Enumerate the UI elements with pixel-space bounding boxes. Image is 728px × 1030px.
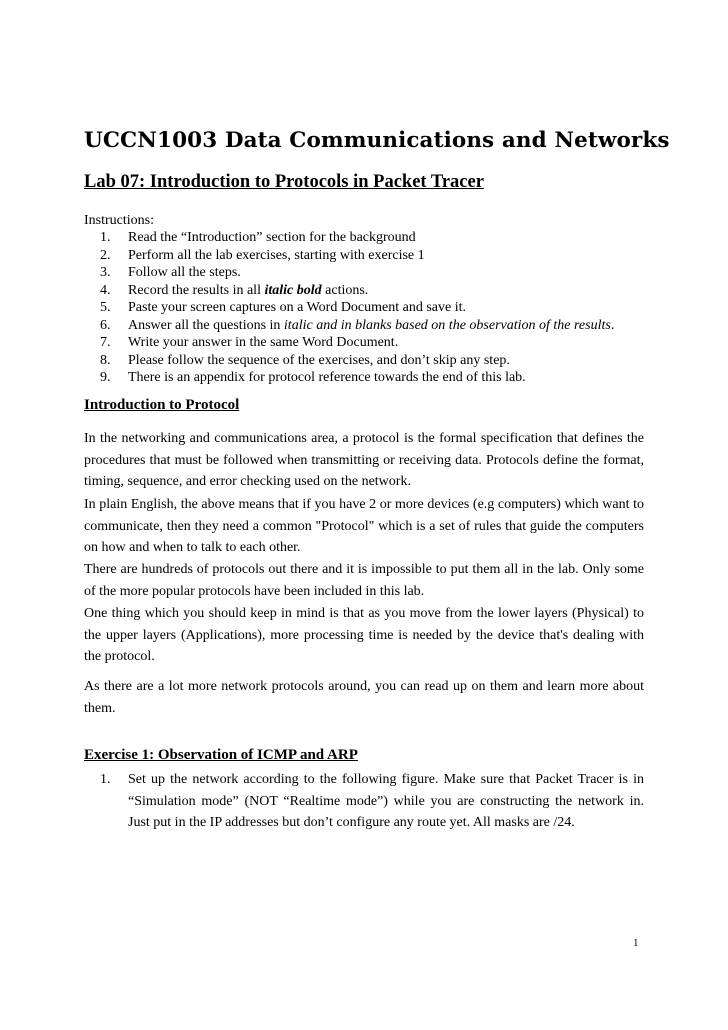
emphasis-text: italic and in blanks based on the observation of the results: [283, 317, 611, 333]
list-item: 1. Set up the network according to the following figure. Make sure that Packet Tracer is in “Simulation mode” (NOT “Realtime mode”) while you are constructing the network in. Just put in the IP addresses but don’t configure any route yet. All masks are /24.: [100, 772, 644, 830]
page-number: 1: [633, 937, 639, 949]
intro-paragraph: In the networking and communications area, a protocol is the formal specification that defines the procedures that must be followed when transmitting or receiving data. Protocols define the format, timing, sequence, and error checking used on the network.: [84, 431, 644, 489]
intro-heading: Introduction to Protocol: [84, 397, 240, 413]
lab-title: Lab 07: Introduction to Protocols in Packet Tracer: [84, 172, 484, 192]
instructions-label: Instructions:: [84, 213, 154, 228]
course-title: UCCN1003 Data Communications and Networks: [84, 128, 670, 153]
intro-paragraph: One thing which you should keep in mind is that as you move from the lower layers (Physical) to the upper layers (Applications), more processing time is needed by the device that's dealing with the protocol.: [84, 606, 644, 664]
exercise-steps: [84, 769, 644, 834]
document-page: UCCN1003 Data Communications and Networks Lab 07: Introduction to Protocols in Packet Tracer Instructions: 1. Read the “Introduction” section for the background 2. Perform all the lab exercises, starting with exercise 1 3. Follow all the steps. 4. Record the results in all italic bold actions. 5. Paste your screen captures on a Word Document and save it. 6. Answer all the questions in italic and in blanks based on the observation of the results. 7. Write your answer in the same Word Document. 8. Please follow the sequence of the exercises, and don’t skip any step. 9. There is an appendix for protocol reference towards the end of this lab. Introduction to Protocol In the networking and communications area, a protocol is the formal specification that defines the procedures that must be followed when transmitting or receiving data. Protocols define the format, timing, sequence, and error checking used on the network. In plain English, the above means that if you have 2 or more devices (e.g computers) which want to communicate, then they need a common "Protocol" which is a set of rules that guide the computers on how and when to talk to each other. There are hundreds of protocols out there and it is impossible to put them all in the lab. Only some of the more popular protocols have been included in this lab. One thing which you should keep in mind is that as you move from the lower layers (Physical) to the upper layers (Applications), more processing time is needed by the device that's dealing with the protocol. As there are a lot more network protocols around, you can read up on them and learn more about them. Exercise 1: Observation of ICMP and ARP 1. Set up the network according to the following figure. Make sure that Packet Tracer is in “Simulation mode” (NOT “Realtime mode”) while you are constructing the network in. Just put in the IP addresses but don’t configure any route yet. All masks are /24. 1: [84, 128, 670, 949]
exercise-heading: Exercise 1: Observation of ICMP and ARP: [84, 747, 358, 763]
intro-paragraph: As there are a lot more network protocols around, you can read up on them and learn more about them.: [84, 679, 644, 716]
emphasis-text: italic bold: [264, 282, 322, 298]
intro-paragraph: There are hundreds of protocols out there and it is impossible to put them all in the lab. Only some of the more popular protocols have been included in this lab.: [84, 562, 644, 599]
intro-paragraph: In plain English, the above means that if you have 2 or more devices (e.g computers) which want to communicate, then they need a common "Protocol" which is a set of rules that guide the computers on how and when to talk to each other.: [84, 497, 644, 555]
